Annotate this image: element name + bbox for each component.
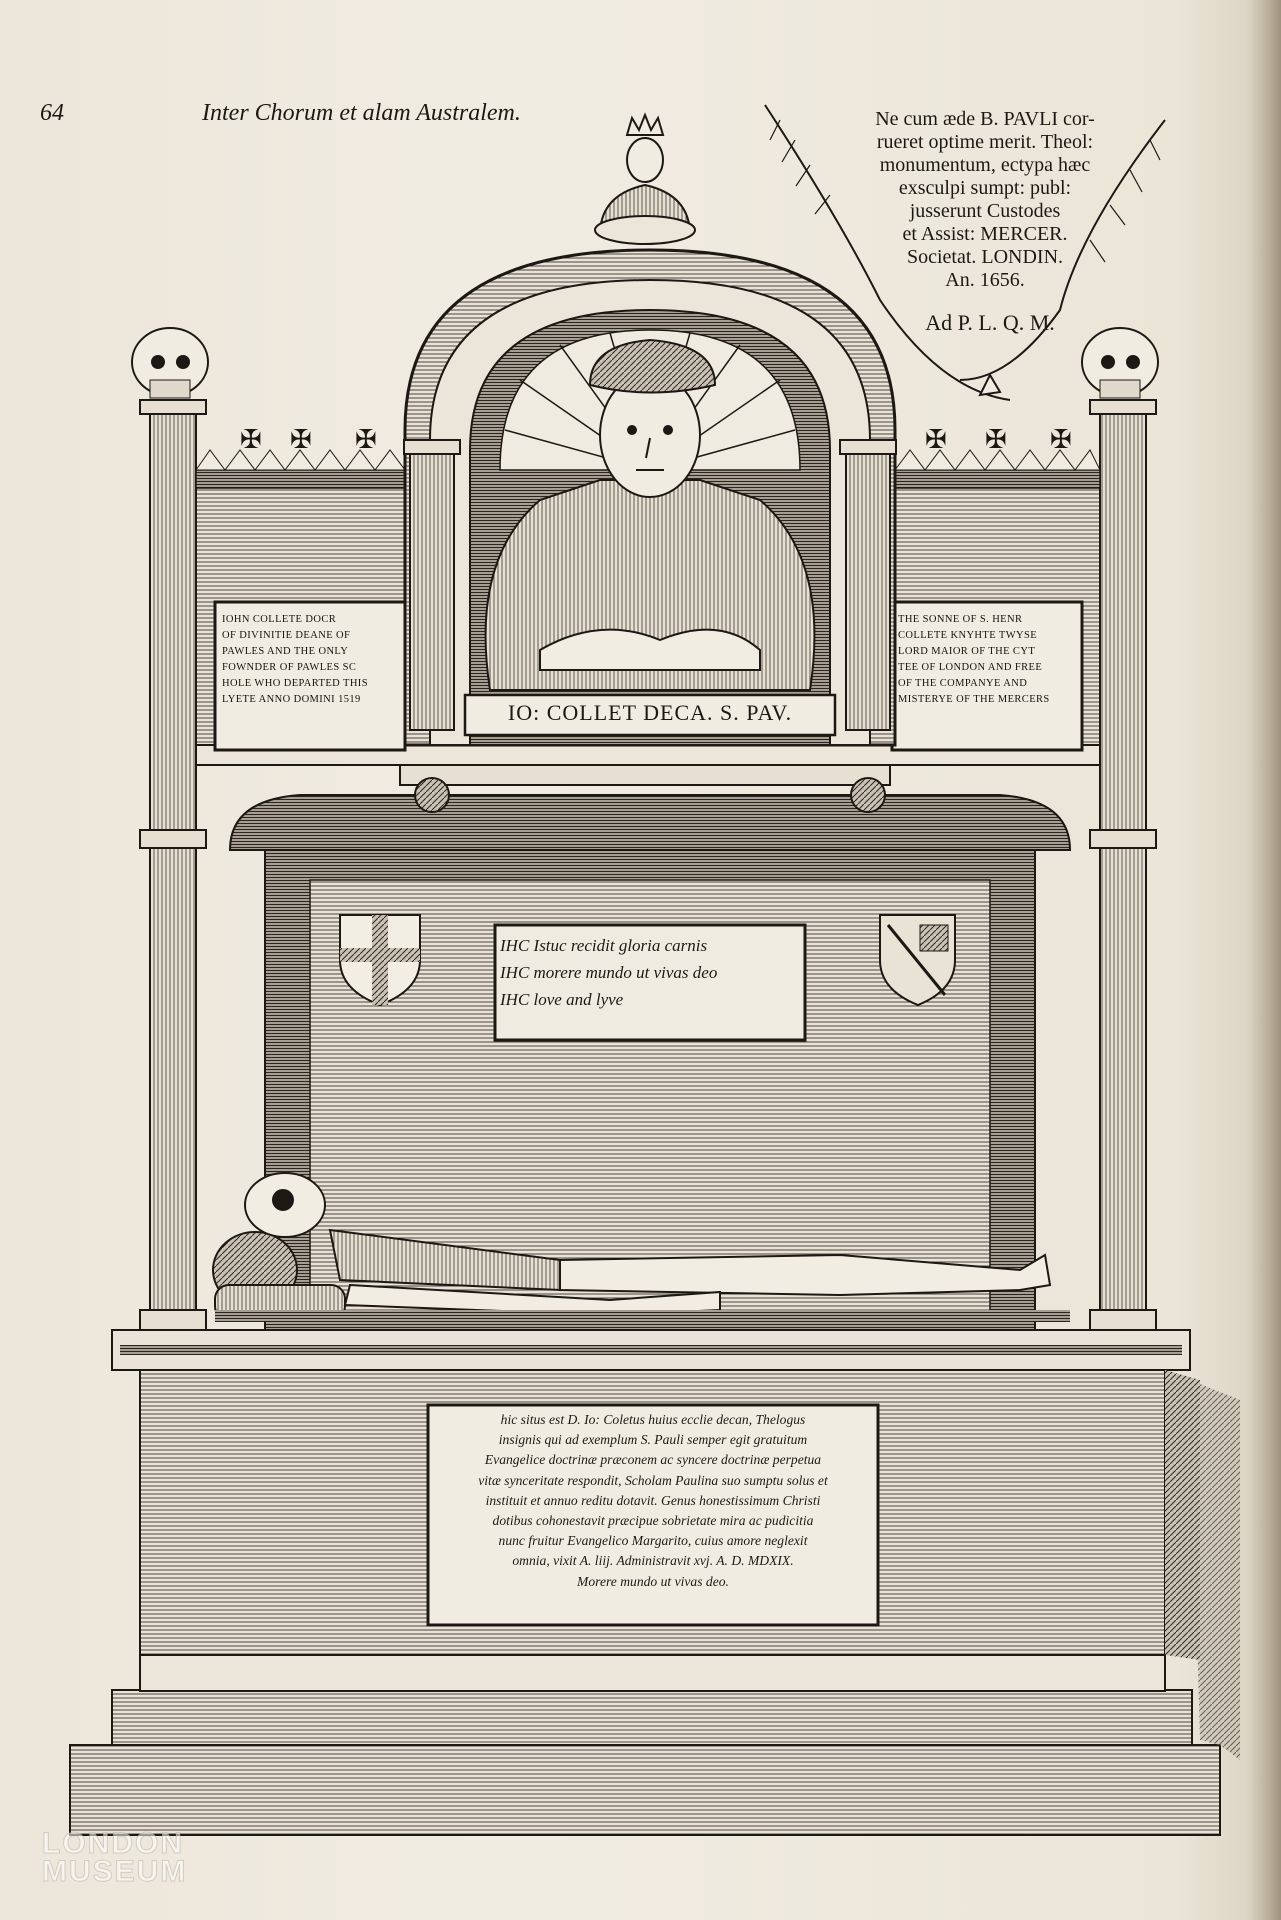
left-panel-text: IOHN COLLETE DOCR OF DIVINITIE DEANE OF PAWLES AND THE ONLY FOWNDER OF PAWLES SC HOLE WHO DEPARTED THIS LYETE ANNO DOMINI 1519 [222, 614, 368, 705]
page-number: 64 [40, 100, 64, 126]
svg-text:✠: ✠ [290, 425, 312, 454]
dedication-inscription: Ne cum æde B. PAVLI cor- rueret optime merit. Theol: monumentum, ectypa hæc exsculpi sumpt: publ: jusserunt Custodes et Assist: MERCER. Societat. LONDIN. An. 1656. [875, 108, 1095, 291]
svg-text:✠: ✠ [985, 425, 1007, 454]
cast-shadow [1190, 1380, 1240, 1760]
epitaph-text: hic situs est D. Io: Coletus huius ecclie decan, Thelogus insignis qui ad exemplum S. Pauli semper egit gratuitum Evangelice doctrinæ præconem ac syncere doctrinæ perpetua vitæ synceritate respondit, Scholam Paulina suo sumptu solus et instituit et annuo reditu dotavit. Genus honestissimum Christi dotibus cohonestavit præcipue sobrietate mira ac pudicitia nunc fruitur Evangelico Margarito, cuius amore neglexit omnia, vixit A. liij. Administravit xvj. A. D. MDXIX. Morere mundo ut vivas deo. [478, 1412, 828, 1589]
svg-text:✠: ✠ [355, 425, 377, 454]
svg-text:✠: ✠ [1050, 425, 1072, 454]
dedication-signature: Ad P. L. Q. M. [925, 310, 1055, 335]
name-plate-text: IO: COLLET DECA. S. PAV. [507, 700, 793, 725]
svg-text:✠: ✠ [240, 425, 262, 454]
monument-base [70, 1655, 1220, 1835]
svg-text:✠: ✠ [925, 425, 947, 454]
crowned-figure [595, 115, 695, 244]
motto-text: IHC Istuc recidit gloria carnis IHC morere mundo ut vivas deo IHC love and lyve [500, 936, 718, 1009]
museum-watermark: LONDON MUSEUM [42, 1827, 188, 1888]
right-panel-text: THE SONNE OF S. HENR COLLETE KNYHTE TWYSE LORD MAIOR OF THE CYT TEE OF LONDON AND FREE OF THE COMPANYE AND MISTERYE OF THE MERCERS [898, 614, 1050, 705]
running-head: Inter Chorum et alam Australem. [202, 100, 521, 126]
